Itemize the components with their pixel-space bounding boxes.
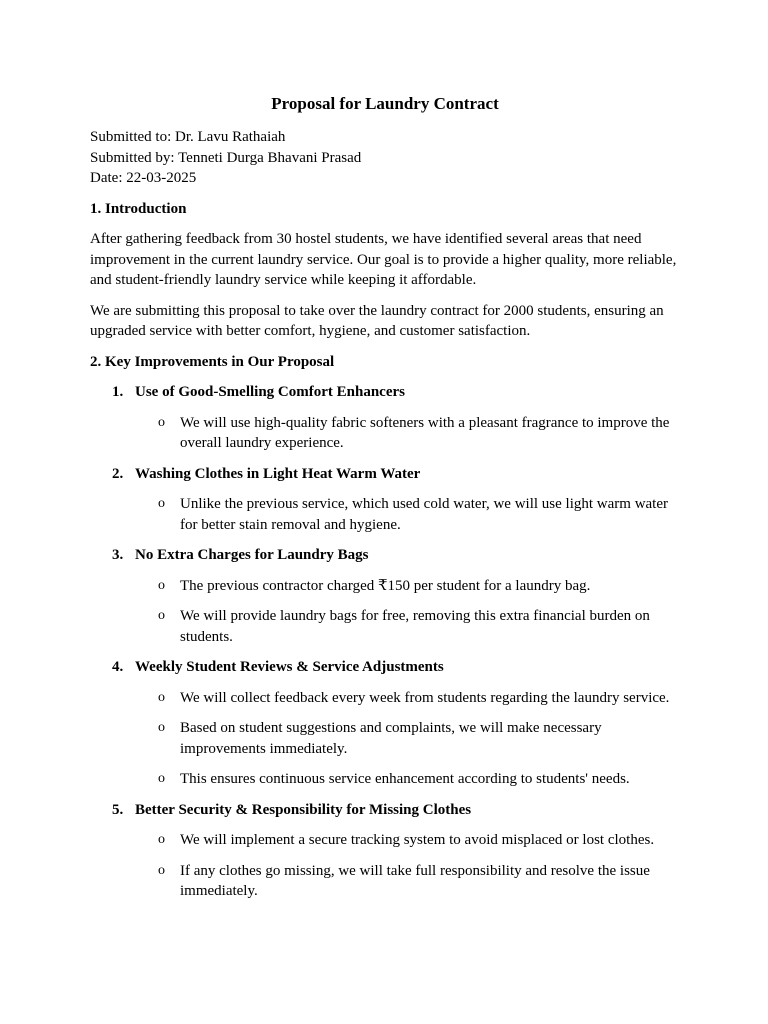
introduction-paragraph: We are submitting this proposal to take over the laundry contract for 2000 students, ensuring an upgraded service with better comfort, hygiene, and customer satisfaction. xyxy=(90,302,664,339)
item-title-text: No Extra Charges for Laundry Bags xyxy=(135,547,369,563)
improvement-bullets xyxy=(90,576,680,648)
bullet-item xyxy=(90,606,680,647)
submitted-to: Submitted to: Dr. Lavu Rathaiah xyxy=(90,129,286,145)
bullet-text: We will implement a secure tracking system to avoid misplaced or lost clothes. xyxy=(180,832,655,848)
bullet-marker: o xyxy=(158,862,165,878)
improvements-heading: 2. Key Improvements in Our Proposal xyxy=(90,353,335,370)
bullet-item xyxy=(90,576,680,597)
bullet-marker: o xyxy=(158,832,165,847)
item-title-text: Washing Clothes in Light Heat Warm Water xyxy=(135,465,421,482)
bullet-marker: o xyxy=(158,608,165,623)
bullet-marker: o xyxy=(158,496,165,511)
bullet-text: We will provide laundry bags for free, removing this extra financial burden on students. xyxy=(180,608,650,645)
improvement-item xyxy=(90,382,680,454)
item-title-text: Use of Good-Smelling Comfort Enhancers xyxy=(135,384,405,400)
improvement-title xyxy=(90,382,680,403)
improvement-bullets xyxy=(90,830,680,902)
bullet-marker: o xyxy=(158,720,165,735)
bullet-text: The previous contractor charged ₹150 per student for a laundry bag. xyxy=(180,577,591,594)
item-title-text: Better Security & Responsibility for Missing Clothes xyxy=(135,801,472,818)
improvement-title xyxy=(90,464,680,485)
item-number: 4. xyxy=(112,659,124,675)
bullet-text: If any clothes go missing, we will take full responsibility and resolve the issue immediately. xyxy=(180,862,650,899)
page-title: Proposal for Laundry Contract xyxy=(271,94,499,113)
improvement-title xyxy=(90,657,680,678)
bullet-text: We will collect feedback every week from students regarding the laundry service. xyxy=(180,689,670,706)
submitted-by: Submitted by: Tenneti Durga Bhavani Prasad xyxy=(90,149,362,166)
bullet-item xyxy=(90,718,680,759)
improvement-bullets xyxy=(90,413,680,454)
item-number: 3. xyxy=(112,547,124,563)
item-number: 2. xyxy=(112,465,124,482)
document-date: Date: 22-03-2025 xyxy=(90,170,197,186)
item-number: 5. xyxy=(112,801,124,818)
bullet-text: Based on student suggestions and complaints, we will make necessary improvements immediately. xyxy=(180,720,602,757)
document-page xyxy=(90,93,680,902)
bullet-item xyxy=(90,688,680,709)
improvement-item xyxy=(90,800,680,902)
bullet-item xyxy=(90,830,680,851)
improvement-bullets xyxy=(90,688,680,790)
improvement-bullets xyxy=(90,494,680,535)
bullet-marker: o xyxy=(158,771,165,786)
improvement-title xyxy=(90,545,680,566)
bullet-item xyxy=(90,769,680,790)
improvement-item xyxy=(90,464,680,536)
improvement-item xyxy=(90,545,680,647)
improvements-list xyxy=(90,382,680,902)
introduction-heading: 1. Introduction xyxy=(90,200,187,217)
introduction-paragraph: After gathering feedback from 30 hostel students, we have identified several areas that need improvement in the current laundry service. Our goal is to provide a higher quality, more reliable, and student-friendly laundry service while keeping it affordable. xyxy=(90,231,677,288)
bullet-item xyxy=(90,413,680,454)
item-number: 1. xyxy=(112,384,124,400)
bullet-item xyxy=(90,494,680,535)
improvement-item xyxy=(90,657,680,790)
bullet-marker: o xyxy=(158,689,165,705)
bullet-marker: o xyxy=(158,414,165,430)
improvement-title xyxy=(90,800,680,821)
bullet-marker: o xyxy=(158,577,165,593)
bullet-text: We will use high-quality fabric softeners with a pleasant fragrance to improve the overall laundry experience. xyxy=(180,414,670,451)
bullet-text: Unlike the previous service, which used cold water, we will use light warm water for better stain removal and hygiene. xyxy=(180,496,669,533)
bullet-text: This ensures continuous service enhancement according to students' needs. xyxy=(180,771,630,787)
document-meta xyxy=(90,127,680,189)
item-title-text: Weekly Student Reviews & Service Adjustments xyxy=(135,659,444,675)
bullet-item xyxy=(90,861,680,902)
